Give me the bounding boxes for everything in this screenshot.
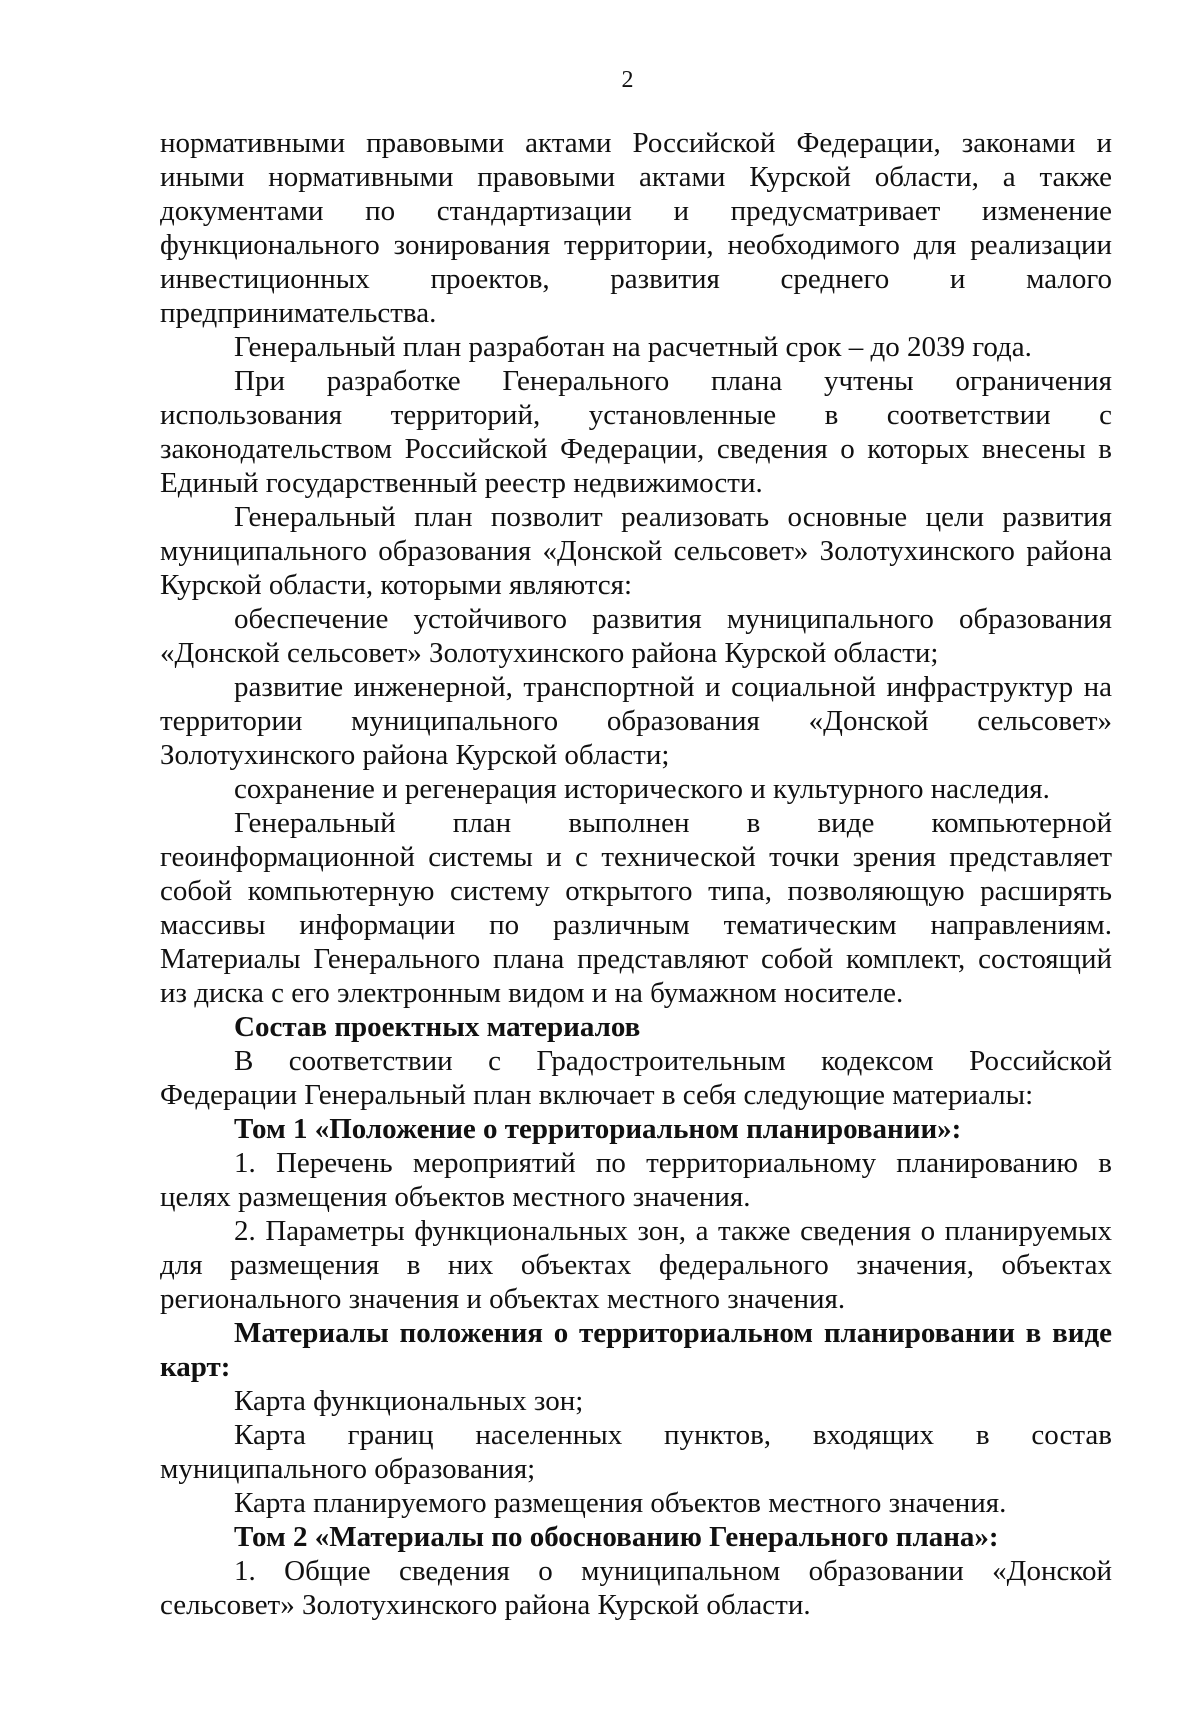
goal-item-heritage: сохранение и регенерация исторического и культурного наследия.	[234, 773, 1050, 805]
goal-item-sustainable-development: обеспечение устойчивого развития муниципального образования «Донской сельсовет» Золотухинского района Курской области;	[160, 603, 1112, 669]
paragraph-materials-intro: В соответствии с Градостроительным кодексом Российской Федерации Генеральный план включает в себя следующие материалы:	[160, 1045, 1112, 1111]
paragraph-plan-term: Генеральный план разработан на расчетный срок – до 2039 года.	[234, 331, 1032, 363]
map-item-functional-zones: Карта функциональных зон;	[234, 1385, 584, 1417]
maps-heading: Материалы положения о территориальном планировании в виде карт:	[160, 1317, 1112, 1383]
document-body	[160, 126, 1112, 1622]
volume-1-item-1: 1. Перечень мероприятий по территориальному планированию в целях размещения объектов местного значения.	[160, 1147, 1112, 1213]
volume-2-heading: Том 2 «Материалы по обоснованию Генерального плана»:	[234, 1521, 999, 1553]
volume-1-item-2: 2. Параметры функциональных зон, а также сведения о планируемых для размещения в них объектах федерального значения, объектах регионального значения и объектах местного значения.	[160, 1215, 1112, 1315]
volume-2-item-1: 1. Общие сведения о муниципальном образовании «Донской сельсовет» Золотухинского района Курской области.	[160, 1555, 1112, 1621]
volume-1-heading: Том 1 «Положение о территориальном планировании»:	[234, 1113, 962, 1145]
paragraph-gis-description: Генеральный план выполнен в виде компьютерной геоинформационной системы и с технической точки зрения представляет собой компьютерную систему открытого типа, позволяющую расширять массивы информации по различным тематическим направлениям. Материалы Генерального плана представляют собой комплект, состоящий из диска с его электронным видом и на бумажном носителе.	[160, 807, 1112, 1009]
paragraph-goals-intro: Генеральный план позволит реализовать основные цели развития муниципального образования «Донской сельсовет» Золотухинского района Курской области, которыми являются:	[160, 501, 1112, 601]
paragraph-restrictions: При разработке Генерального плана учтены ограничения использования территорий, установленные в соответствии с законодательством Российской Федерации, сведения о которых внесены в Единый государственный реестр недвижимости.	[160, 365, 1112, 499]
goal-item-infrastructure: развитие инженерной, транспортной и социальной инфраструктур на территории муниципального образования «Донской сельсовет» Золотухинского района Курской области;	[160, 671, 1112, 771]
section-heading-materials: Состав проектных материалов	[234, 1011, 641, 1043]
map-item-local-objects: Карта планируемого размещения объектов местного значения.	[234, 1487, 1007, 1519]
paragraph-continuation: нормативными правовыми актами Российской Федерации, законами и иными нормативными правовыми актами Курской области, а также документами по стандартизации и предусматривает изменение функционального зонирования территории, необходимого для реализации инвестиционных проектов, развития среднего и малого предпринимательства.	[160, 127, 1112, 329]
map-item-settlement-borders: Карта границ населенных пунктов, входящих в состав муниципального образования;	[160, 1419, 1112, 1485]
page-number: 2	[621, 67, 634, 93]
